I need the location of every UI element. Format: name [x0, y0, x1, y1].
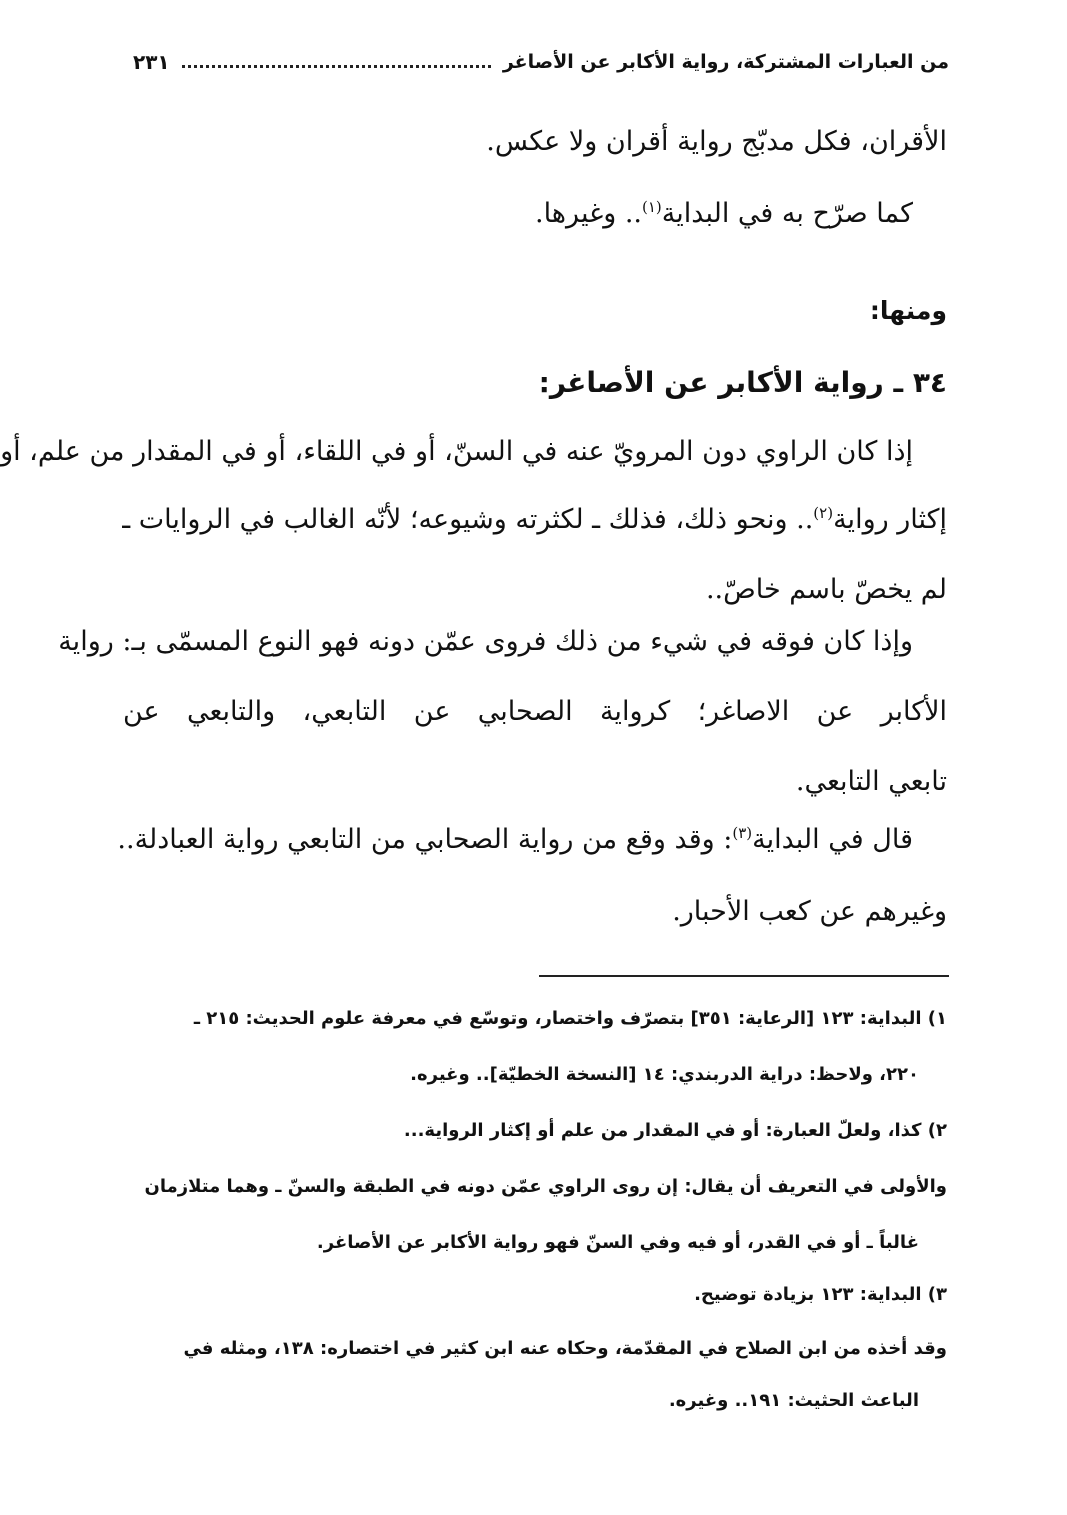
paragraph-line-tail: .. ونحو ذلك، فذلك ـ لكثرته وشيوعه؛ لأنّه الغالب في الروايات ـ: [122, 504, 814, 535]
footnote-1: ١) البداية: ١٢٣ [الرعاية: ٣٥١] بتصرّف واختصار، وتوسّع في معرفة علوم الحديث: ٢١٥ ـ: [193, 1008, 947, 1029]
footnote-ref[interactable]: (٢): [813, 504, 834, 522]
paragraph-line: [123, 504, 947, 535]
footnote-3-continuation: الباعث الحثيث: ١٩١.. وغيره.: [668, 1390, 919, 1411]
paragraph-line-text: قال في البداية: [752, 824, 913, 855]
body-line-text: كما صرّح به في البداية: [661, 198, 913, 229]
page-number: ٢٣١: [133, 50, 170, 74]
paragraph-line: الأكابر عن الاصاغر؛ كرواية الصحابي عن التابعي، والتابعي عن: [123, 696, 947, 727]
paragraph-line: [117, 824, 947, 855]
footnote-3: ٣) البداية: ١٢٣ بزيادة توضيح.: [694, 1284, 947, 1305]
footnote-2: ٢) كذا، ولعلّ العبارة: أو في المقدار من علم أو إكثار الرواية...: [403, 1120, 947, 1141]
footnote-ref[interactable]: (٣): [732, 824, 753, 842]
footnote-3-note: وقد أخذه من ابن الصلاح في المقدّمة، وحكاه عنه ابن كثير في اختصاره: ١٣٨، ومثله في: [183, 1338, 947, 1359]
subheading: ومنها:: [869, 296, 947, 325]
section-title: ٣٤ ـ رواية الأكابر عن الأصاغر:: [538, 366, 947, 399]
footnote-2-continuation: غالباً ـ أو في القدر، أو فيه وفي السنّ فهو رواية الأكابر عن الأصاغر.: [316, 1232, 919, 1253]
paragraph-line: تابعي التابعي.: [795, 766, 947, 797]
running-header: [133, 44, 949, 80]
header-leader-dots: [182, 65, 491, 68]
footnote-ref[interactable]: (١): [642, 198, 662, 216]
paragraph-line-tail: : وقد وقع من رواية الصحابي من التابعي رواية العبادلة..: [117, 824, 733, 855]
paragraph-line: لم يخصّ باسم خاصّ..: [705, 574, 947, 605]
footnote-2-note: والأولى في التعريف أن يقال: إن روى الراوي عمّن دونه في الطبقة والسنّ ـ وهما متلازمان: [144, 1176, 947, 1197]
paragraph-line: إذا كان الراوي دون المرويّ عنه في السنّ، أو في اللقاء، أو في المقدار من علم، أو: [0, 436, 913, 467]
header-title: من العبارات المشتركة، رواية الأكابر عن الأصاغر: [502, 51, 949, 73]
footnote-separator: [539, 975, 949, 977]
body-line: [123, 198, 947, 229]
body-line-tail: .. وغيرها.: [535, 198, 642, 229]
paragraph-line: وإذا كان فوقه في شيء من ذلك فروى عمّن دونه فهو النوع المسمّى بـ: رواية: [58, 626, 913, 657]
footnote-1-continuation: ٢٢٠، ولاحظ: دراية الدربندي: ١٤ [النسخة الخطيّة].. وغيره.: [410, 1064, 919, 1085]
body-line: الأقران، فكل مدبّج رواية أقران ولا عكس.: [486, 126, 947, 157]
paragraph-line: وغيرهم عن كعب الأحبار.: [672, 896, 947, 927]
paragraph-line-text: إكثار رواية: [833, 504, 947, 535]
